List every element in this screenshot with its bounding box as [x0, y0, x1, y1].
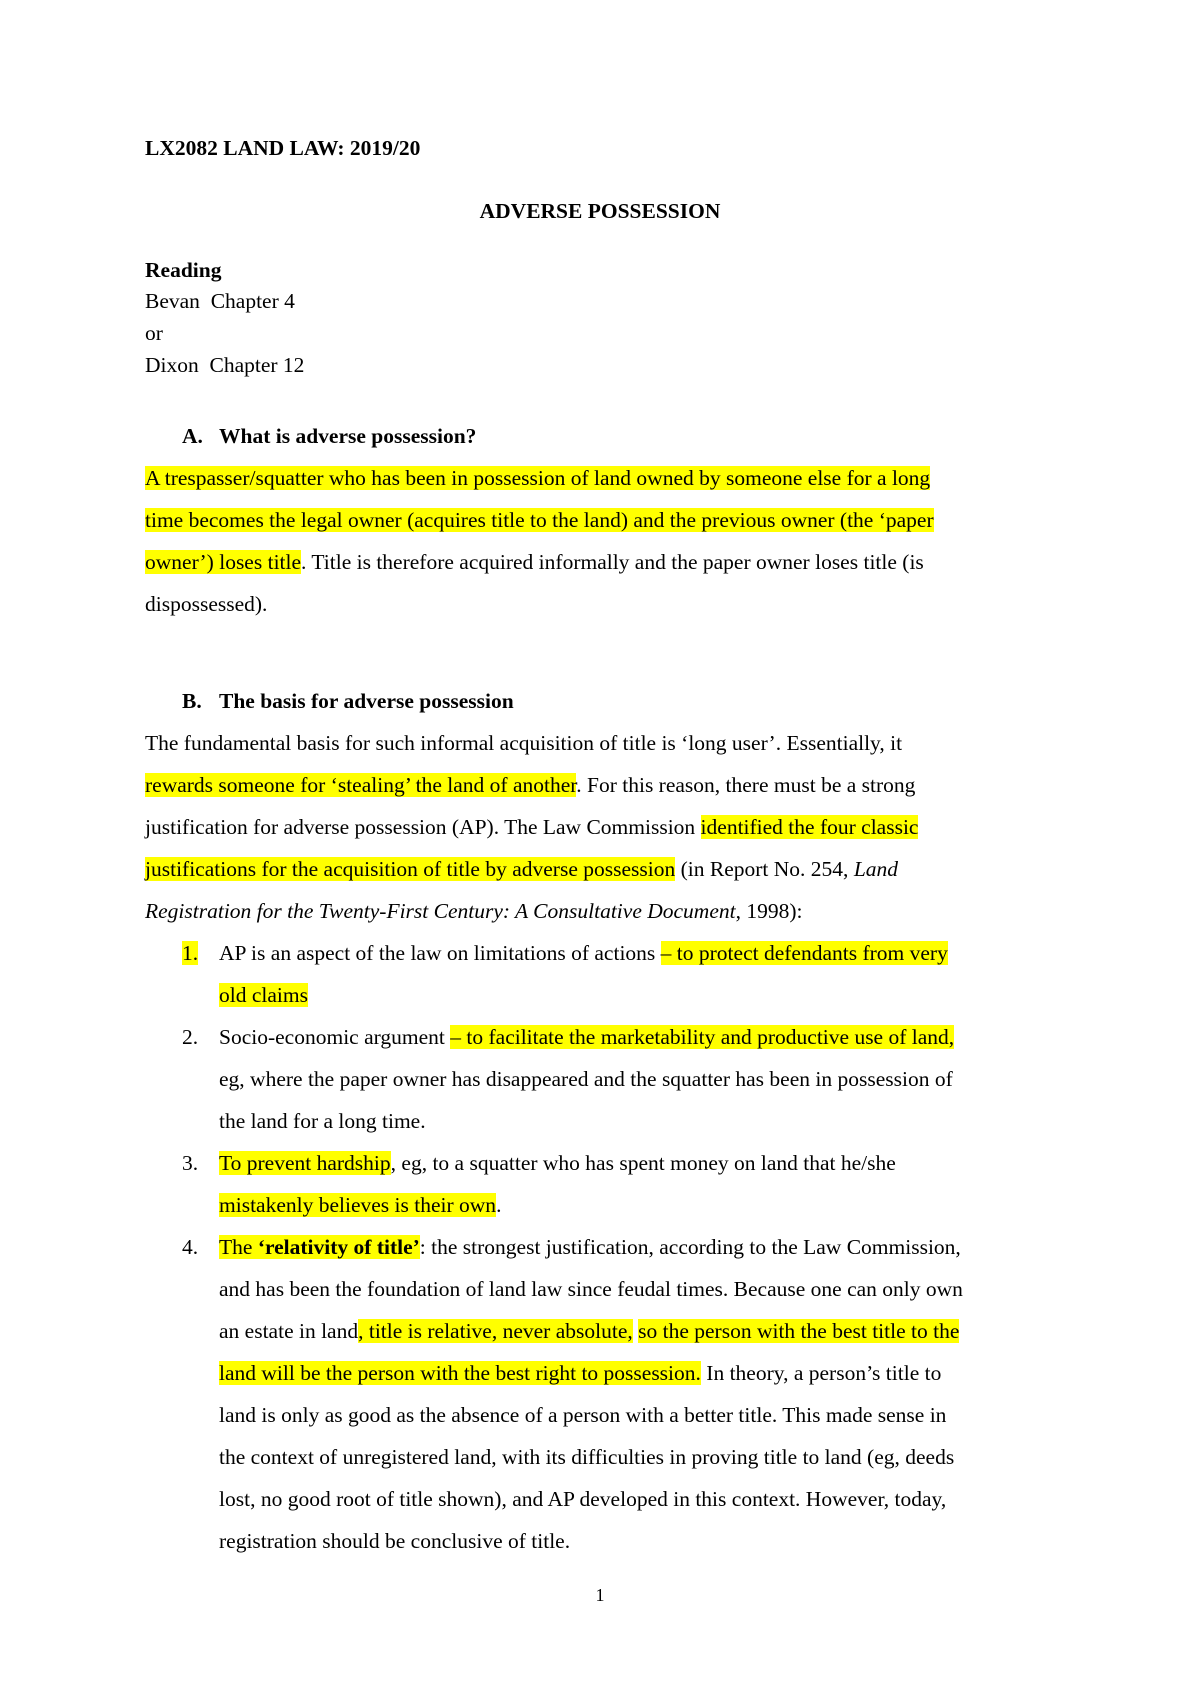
list-item-line — [219, 1235, 961, 1260]
body-text: . Title is therefore acquired informally and the paper owner loses title (is — [301, 550, 924, 574]
highlighted-text: – to facilitate the marketability and productive use of land, — [450, 1025, 955, 1049]
body-text: an estate in land — [219, 1319, 359, 1343]
section-b-line — [145, 815, 918, 840]
section-a-line — [145, 508, 934, 533]
highlighted-text: rewards someone for ‘stealing’ the land of another — [145, 773, 577, 797]
reading-heading: Reading — [145, 258, 222, 282]
reading-author: Dixon — [145, 353, 199, 377]
topic-title: ADVERSE POSSESSION — [479, 199, 721, 223]
highlighted-text: land will be the person with the best right to possession. — [219, 1361, 701, 1385]
section-a-letter: A. — [182, 424, 203, 448]
list-item-line — [219, 1193, 501, 1218]
body-text: AP is an aspect of the law on limitations of actions — [219, 941, 661, 965]
highlighted-text: – to protect defendants from very — [660, 941, 948, 965]
list-number — [182, 941, 198, 966]
highlighted-text: so the person with the best title to the — [638, 1319, 960, 1343]
body-text: In theory, a person’s title to — [700, 1361, 942, 1385]
section-b-letter: B. — [182, 689, 202, 713]
body-text: justification for adverse possession (AP). The Law Commission — [145, 815, 701, 839]
reading-chapter: Chapter 12 — [209, 353, 305, 377]
highlighted-text: The — [219, 1235, 258, 1259]
list-item-line: lost, no good root of title shown), and AP developed in this context. However, today, — [219, 1487, 947, 1511]
highlighted-text: owner’) loses title — [145, 550, 302, 574]
list-item-line — [219, 983, 308, 1008]
list-item-line — [219, 1151, 896, 1176]
list-item-line: the land for a long time. — [219, 1109, 426, 1133]
section-b-heading: The basis for adverse possession — [219, 689, 514, 713]
section-a-heading: What is adverse possession? — [219, 424, 477, 448]
reading-connector: or — [145, 321, 163, 345]
reading-chapter: Chapter 4 — [210, 289, 295, 313]
section-b-line — [145, 773, 915, 798]
body-text: . For this reason, there must be a strong — [576, 773, 916, 797]
highlighted-text: A trespasser/squatter who has been in possession of land owned by someone else for a long — [145, 466, 931, 490]
report-title: Land — [853, 857, 899, 881]
body-text: . — [496, 1193, 502, 1217]
section-a-line — [145, 550, 924, 575]
list-item-line: registration should be conclusive of title. — [219, 1529, 571, 1553]
highlighted-text: time becomes the legal owner (acquires title to the land) and the previous owner (the ‘paper — [145, 508, 934, 532]
report-title: Registration for the Twenty-First Century: A Consultative Document — [145, 899, 736, 923]
list-number: 4. — [182, 1235, 199, 1259]
reading-entry — [145, 353, 304, 378]
body-text: , eg, to a squatter who has spent money on land that he/she — [390, 1151, 896, 1175]
course-title: LX2082 LAND LAW: 2019/20 — [145, 136, 421, 160]
highlighted-text: , title is relative, never absolute, — [358, 1319, 633, 1343]
highlighted-text: identified the four classic — [700, 815, 919, 839]
list-item-line — [219, 1361, 941, 1386]
highlighted-text: old claims — [219, 983, 308, 1007]
reading-entry — [145, 289, 295, 314]
section-b-line — [145, 899, 803, 924]
section-a-line — [145, 466, 930, 491]
list-item-line — [219, 1025, 954, 1050]
highlighted-text: mistakenly believes is their own — [219, 1193, 497, 1217]
highlighted-text: justifications for the acquisition of title by adverse possession — [145, 857, 676, 881]
page-number: 1 — [595, 1585, 605, 1605]
list-item-line — [219, 941, 948, 966]
body-text: : the strongest justification, according to the Law Commission, — [419, 1235, 961, 1259]
section-a-line: dispossessed). — [145, 592, 268, 616]
list-item-line: land is only as good as the absence of a person with a better title. This made sense in — [219, 1403, 947, 1427]
list-number: 3. — [182, 1151, 199, 1175]
list-number-text: 1. — [182, 941, 199, 965]
list-item-line — [219, 1319, 959, 1344]
body-text: Socio-economic argument — [219, 1025, 451, 1049]
body-text: , 1998): — [735, 899, 803, 923]
list-item-line: eg, where the paper owner has disappeared and the squatter has been in possession of — [219, 1067, 953, 1091]
highlighted-text: To prevent hardship — [219, 1151, 391, 1175]
section-b-line — [145, 857, 898, 882]
body-text: (in Report No. 254, — [675, 857, 854, 881]
list-item-line: the context of unregistered land, with its difficulties in proving title to land (eg, deeds — [219, 1445, 955, 1469]
section-b-line: The fundamental basis for such informal acquisition of title is ‘long user’. Essentially, it — [145, 731, 903, 755]
list-item-line: and has been the foundation of land law since feudal times. Because one can only own — [219, 1277, 963, 1301]
reading-author: Bevan — [145, 289, 200, 313]
highlighted-bold-text: ‘relativity of title’ — [257, 1235, 420, 1259]
list-number: 2. — [182, 1025, 199, 1049]
